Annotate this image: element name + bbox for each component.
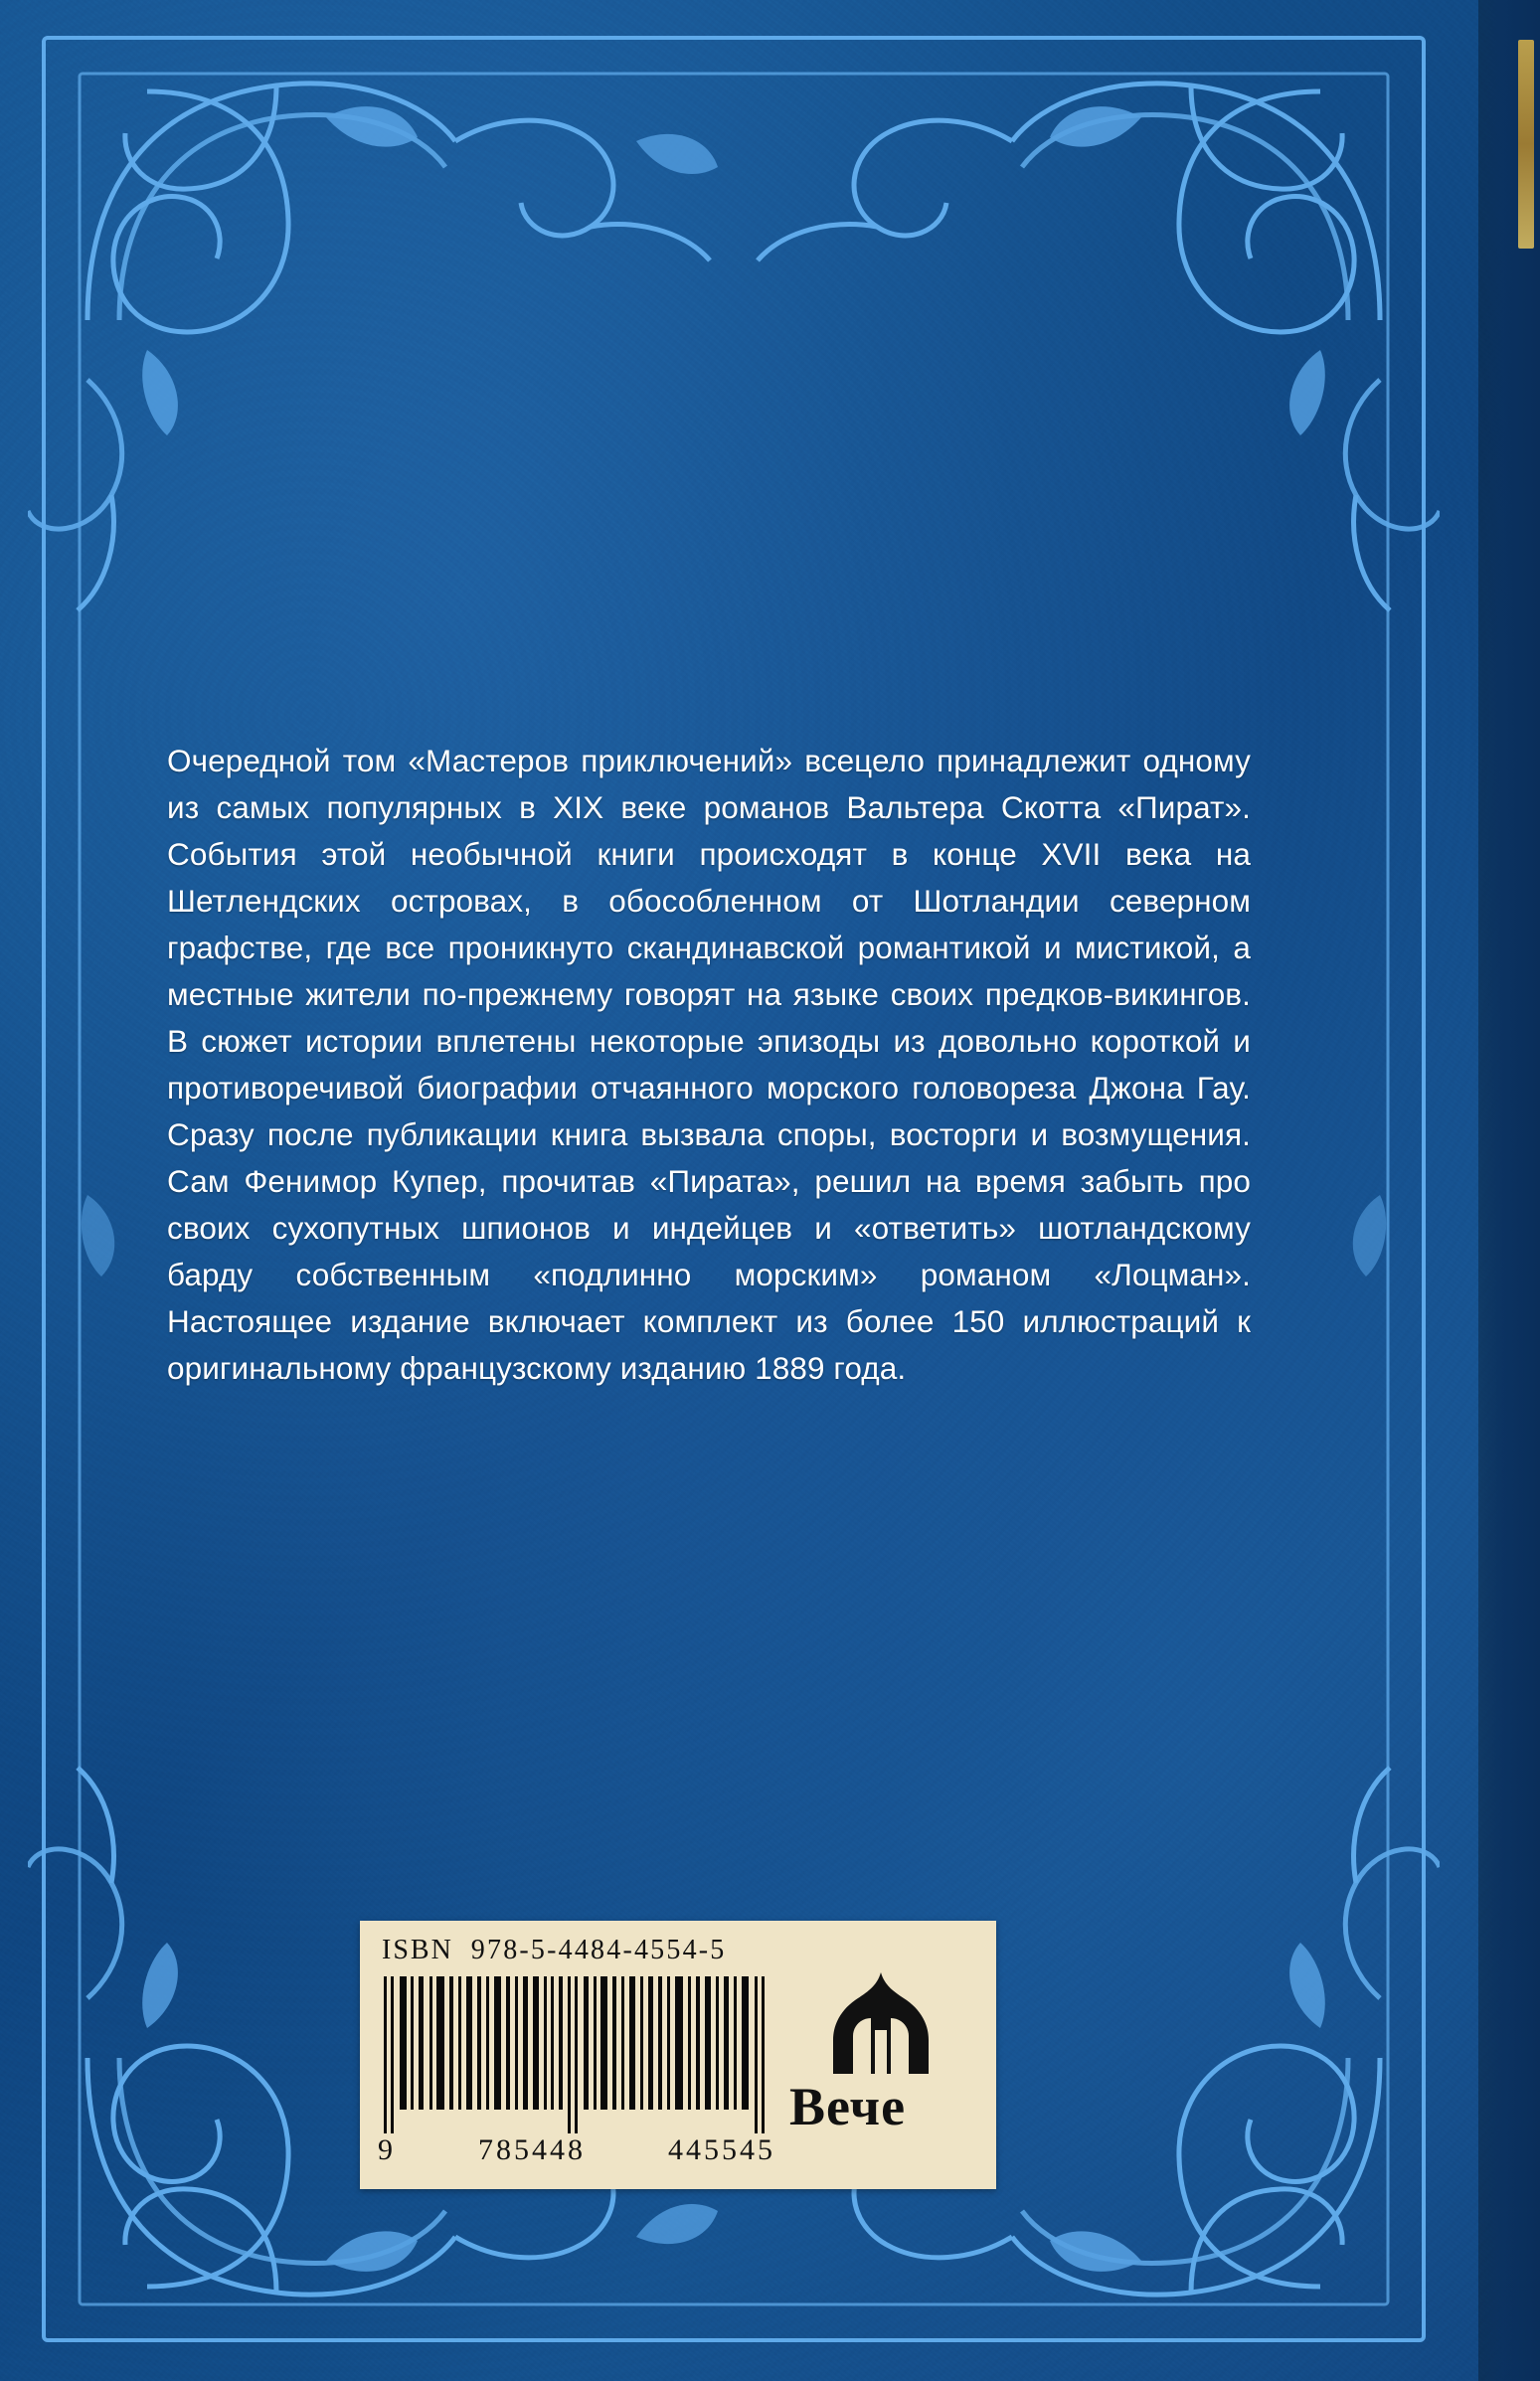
barcode xyxy=(382,1976,770,2133)
isbn-line xyxy=(382,1935,727,1966)
isbn-barcode-panel xyxy=(360,1921,996,2189)
barcode-digits-mid: 785448 xyxy=(478,2133,586,2166)
isbn-value: 978-5-4484-4554-5 xyxy=(470,1935,727,1965)
onion-dome-icon xyxy=(801,1970,960,2075)
spine-edge xyxy=(1478,0,1540,2381)
barcode-digits xyxy=(378,2133,775,2167)
barcode-digit-left: 9 xyxy=(378,2133,396,2166)
barcode-digits-right: 445545 xyxy=(668,2133,775,2166)
publisher-name: Вече xyxy=(789,2077,907,2136)
publisher-logo xyxy=(783,1968,972,2157)
back-cover-blurb: Очередной том «Мастеров приключений» всецело принадлежит одному из самых популярных в XIX веке романов Вальтера Скотта «Пират». События этой необычной книги происходят в конце XVII века на Шетлендских островах, в обособленном от Шотландии северном графстве, где все проникнуто скандинавской романтикой и мистикой, а местные жители по-прежнему говорят на языке своих предков-викингов. В сюжет истории вплетены некоторые эпизоды из довольно короткой и противоречивой биографии отчаянного морского головореза Джона Гау. Сразу после публикации книга вызвала споры, восторги и возмущения. Сам Фенимор Купер, прочитав «Пирата», решил на время забыть про своих сухопутных шпионов и индейцев и «ответить» шотландскому барду собственным «подлинно морским» романом «Лоцман». Настоящее издание включает комплект из более 150 иллюстраций к оригинальному французскому изданию 1889 года. xyxy=(167,743,1260,1386)
spine-gold-accent xyxy=(1518,40,1534,249)
isbn-label: ISBN xyxy=(382,1935,453,1965)
